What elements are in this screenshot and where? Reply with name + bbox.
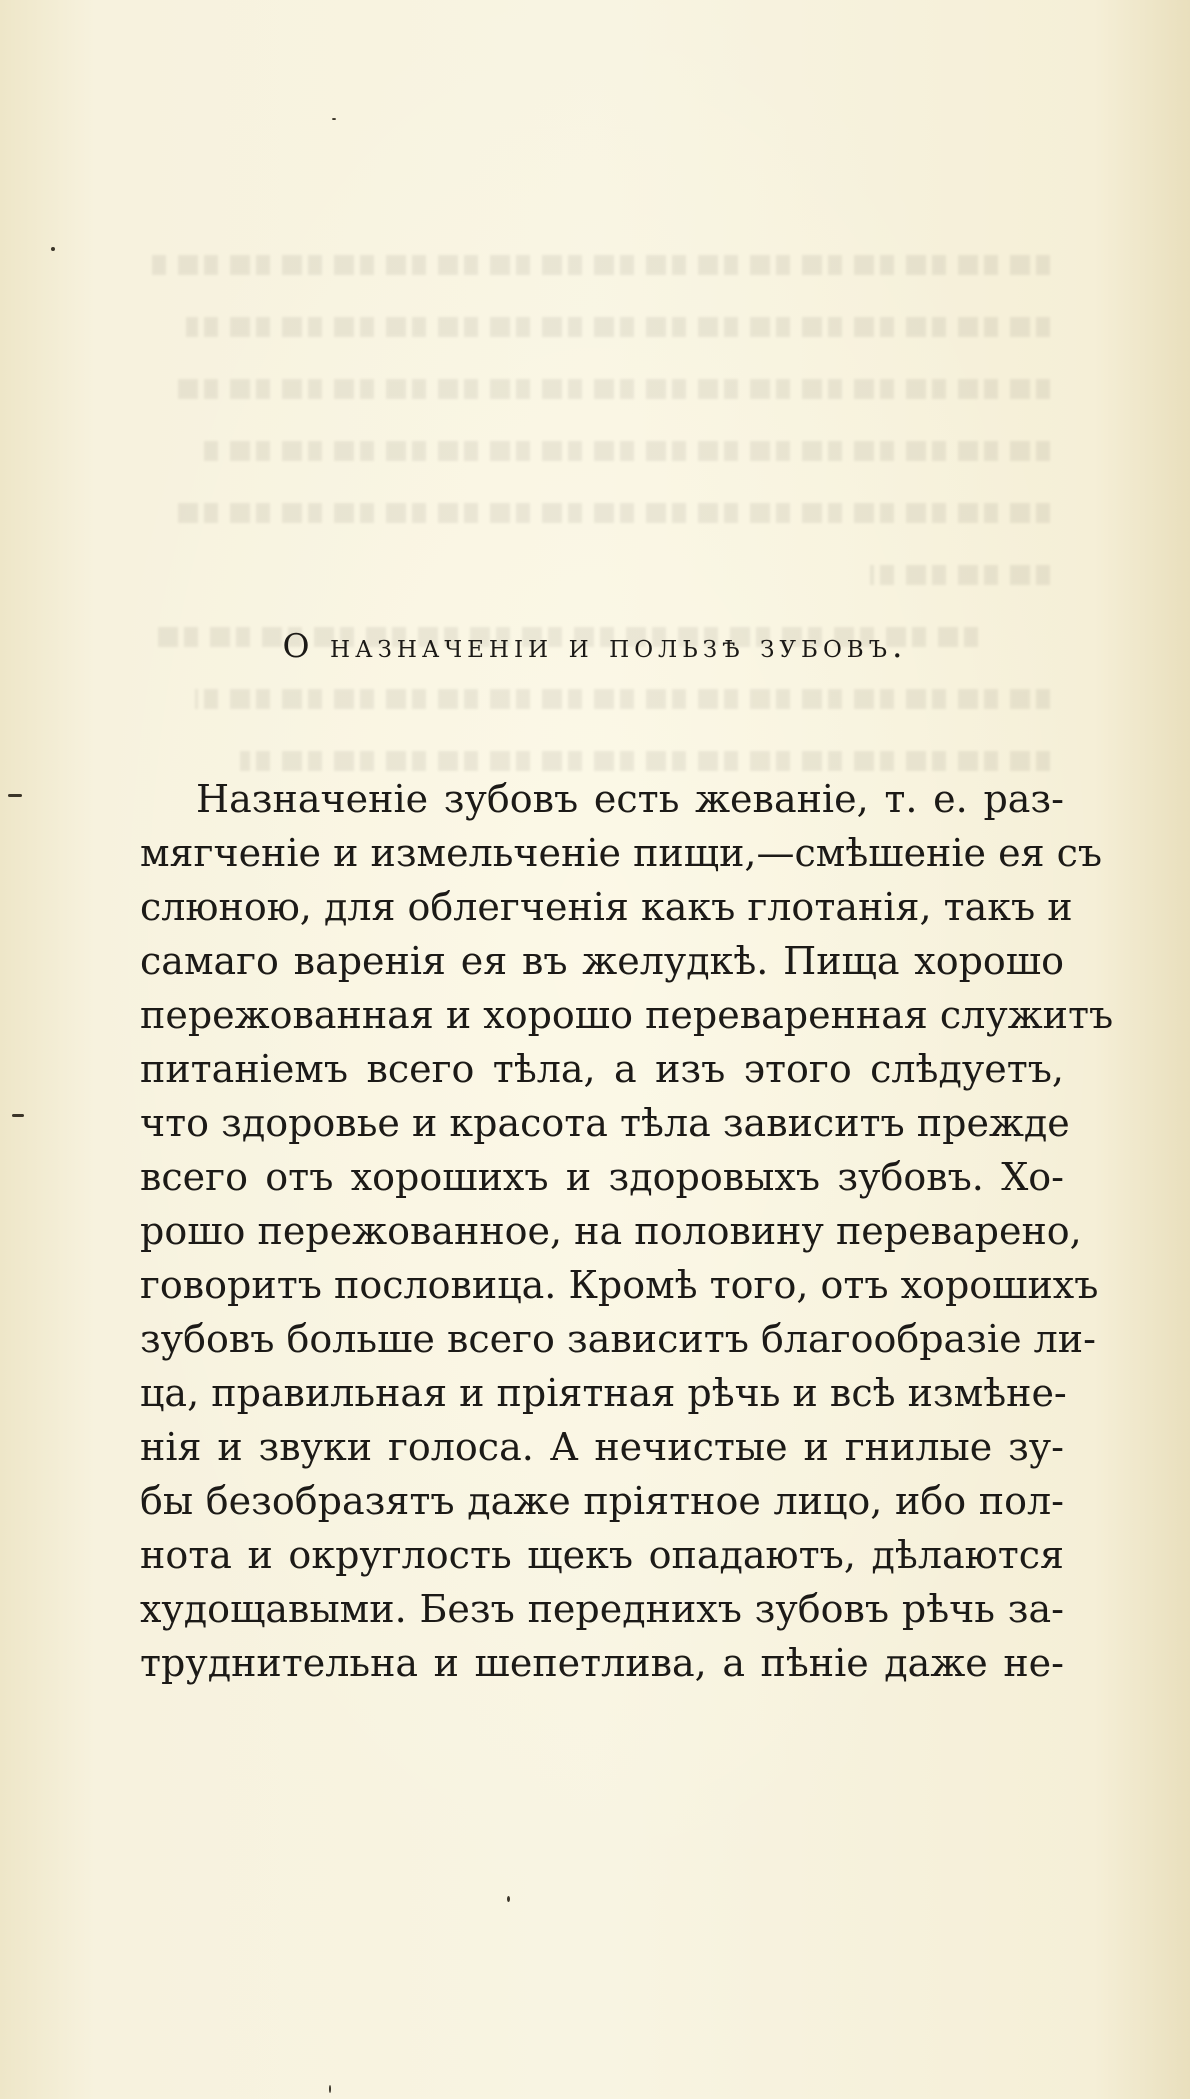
- paragraph: [140, 772, 1114, 1690]
- bleed-through-text: [150, 255, 1050, 775]
- ink-speck: [332, 118, 336, 120]
- text-line: нія и звуки голоса. А нечистые и гнилые зу-: [140, 1425, 1064, 1469]
- text-line: говоритъ пословица. Кромѣ того, отъ хорошихъ: [140, 1263, 1099, 1307]
- ink-speck: [51, 247, 55, 251]
- text-line: что здоровье и красота тѣла зависитъ прежде: [140, 1101, 1070, 1145]
- ink-speck: [507, 1896, 510, 1902]
- text-line: труднительна и шепетлива, а пѣніе даже не-: [140, 1641, 1064, 1685]
- text-line: мягченіе и измельченіе пищи,—смѣшеніе ея съ: [140, 831, 1103, 875]
- text-line: всего отъ хорошихъ и здоровыхъ зубовъ. Хо-: [140, 1155, 1064, 1199]
- text-line: бы безобразятъ даже пріятное лицо, ибо пол-: [140, 1479, 1064, 1523]
- ink-speck: [8, 794, 22, 797]
- chapter-heading: О назначеніи и пользѣ зубовъ.: [282, 626, 908, 665]
- text-line: слюною, для облегченія какъ глотанія, такъ и: [140, 885, 1073, 929]
- text-line: ца, правильная и пріятная рѣчь и всѣ измѣне-: [140, 1371, 1067, 1415]
- text-line: нота и округлость щекъ опадаютъ, дѣлаются: [140, 1533, 1064, 1577]
- ink-speck: [12, 1114, 24, 1117]
- text-line: питаніемъ всего тѣла, а изъ этого слѣдуетъ,: [140, 1047, 1064, 1091]
- text-line: зубовъ больше всего зависитъ благообразіе ли-: [140, 1317, 1096, 1361]
- text-line: самаго варенія ея въ желудкѣ. Пища хорошо: [140, 939, 1064, 983]
- text-line: Назначеніе зубовъ есть жеваніе, т. е. раз-: [196, 777, 1064, 821]
- text-line: рошо пережованное, на половину переварено,: [140, 1209, 1082, 1253]
- text-line: худощавыми. Безъ переднихъ зубовъ рѣчь за-: [140, 1587, 1064, 1631]
- text-line: пережованная и хорошо переваренная служитъ: [140, 993, 1114, 1037]
- ink-speck: [329, 2085, 331, 2093]
